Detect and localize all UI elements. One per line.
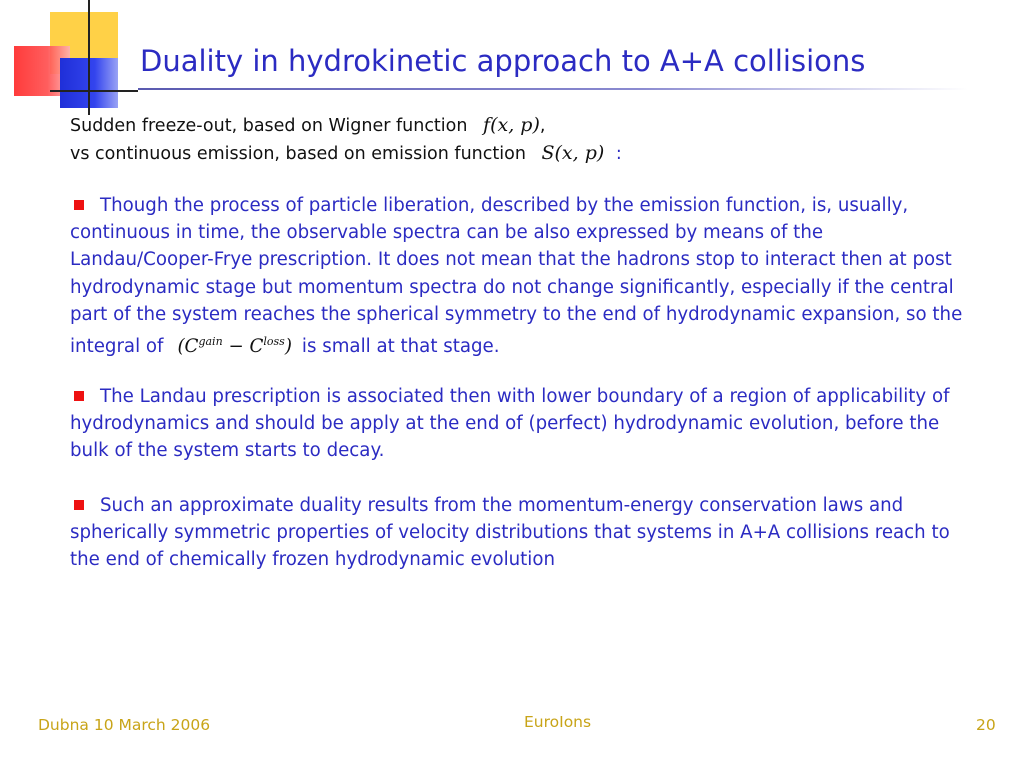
bullet-1-text: Though the process of particle liberation, described by the emission function, is, usually, continuous in time, the observable spectra can be also expressed by means of the Landau/Cooper-Frye prescription. It does not mean that the hadrons stop to interact then at post hydrodynamic stage but momentum spectra do not change significantly, especially if the central part of the system reaches the spherical symmetry to the end of hydrodynamic expansion, so the integral of — [70, 195, 963, 358]
intro-line-1-text: Sudden freeze-out, based on Wigner function — [70, 116, 468, 136]
slide-title: Duality in hydrokinetic approach to A+A collisions — [140, 44, 866, 78]
footer-page-number: 20 — [976, 716, 996, 734]
intro-line-1-end: , — [539, 116, 546, 136]
title-underline — [138, 88, 968, 90]
bullet-paragraph-2 — [70, 383, 970, 465]
bullet-3-text: Such an approximate duality results from the momentum-energy conservation laws and spherically symmetric properties of velocity distributions that systems in A+A collisions reach to the end of chemically frozen hydrodynamic evolution — [70, 495, 950, 571]
red-square-bullet-icon — [74, 200, 84, 210]
footer-conference: EuroIons — [524, 713, 592, 731]
red-square-bullet-icon — [74, 500, 84, 510]
logo-horizontal-line — [50, 90, 138, 92]
bullet-1-text-end: is small at that stage. — [301, 336, 500, 358]
collision-integral-formula: $(C^{gain} - C^{loss})$ — [177, 335, 292, 358]
bullet-paragraph-3 — [70, 492, 970, 574]
intro-line-1 — [70, 114, 545, 136]
red-square-bullet-icon — [74, 391, 84, 401]
logo-vertical-line — [88, 0, 90, 115]
slide-logo — [0, 0, 140, 115]
intro-line-2-text: vs continuous emission, based on emission function — [70, 144, 526, 164]
bullet-2-text: The Landau prescription is associated then with lower boundary of a region of applicability of hydrodynamics and should be apply at the end of (perfect) hydrodynamic evolution, before the bulk of the system starts to decay. — [70, 386, 950, 462]
intro-line-2-end: : — [615, 144, 622, 164]
intro-line-2 — [70, 142, 622, 164]
footer-date: Dubna 10 March 2006 — [38, 716, 211, 734]
bullet-paragraph-1 — [70, 192, 970, 360]
wigner-function-formula: f(x, p) — [483, 114, 540, 136]
emission-function-formula: S(x, p) — [541, 142, 605, 164]
